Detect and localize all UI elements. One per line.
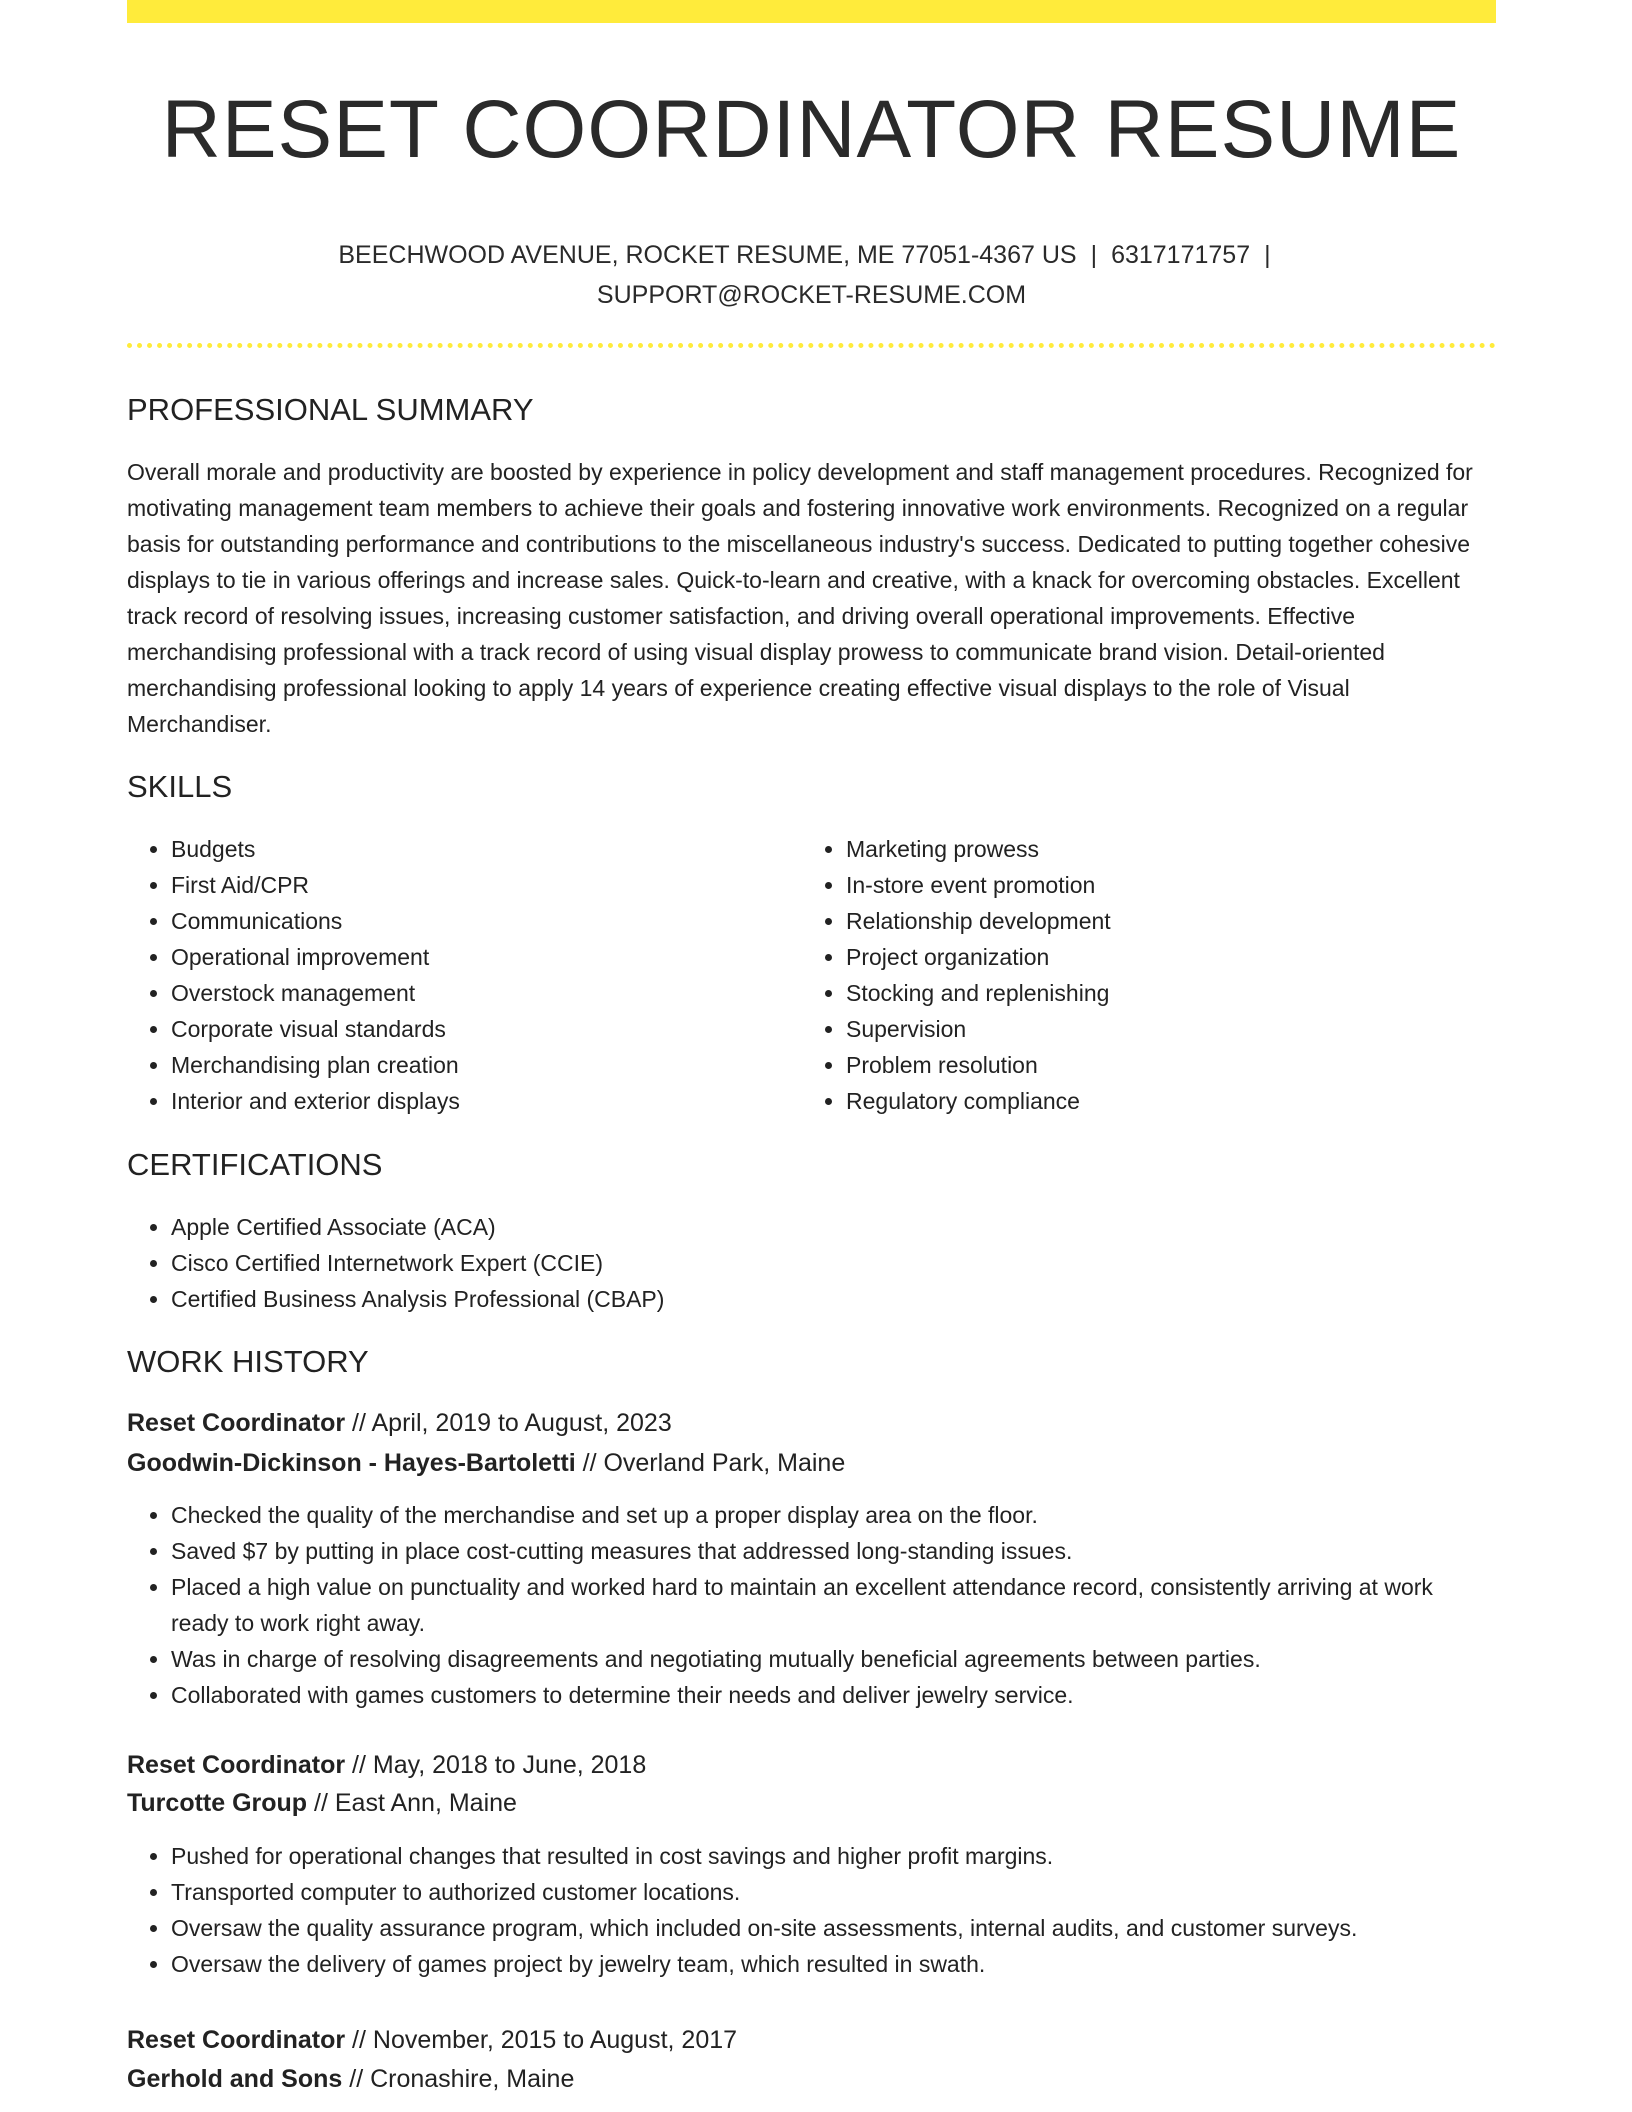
job-company: Gerhold and Sons <box>127 2065 343 2093</box>
certifications-list <box>127 1209 664 1317</box>
skill-item: • Overstock management <box>171 975 767 1011</box>
top-accent-bar <box>127 0 1496 23</box>
skill-item: • Budgets <box>171 831 767 867</box>
job-duty-item: • Transported computer to authorized customer locations. <box>171 1874 1496 1910</box>
certification-item: • Apple Certified Associate (ACA) <box>171 1209 664 1245</box>
contact-separator: | <box>1264 241 1271 269</box>
job-company: Turcotte Group <box>127 1789 308 1817</box>
job-duties-list <box>127 1838 1496 1982</box>
job-duty-item: • Checked the quality of the merchandise and set up a proper display area on the floor. <box>171 1497 1496 1533</box>
work-history-heading: WORK HISTORY <box>127 1344 369 1379</box>
job-title: Reset Coordinator <box>127 1409 346 1437</box>
skills-column-left <box>127 831 767 1119</box>
job-company: Goodwin-Dickinson - Hayes-Bartoletti <box>127 1449 576 1477</box>
job-company-line <box>127 1444 845 1482</box>
skill-item: • Stocking and replenishing <box>846 975 1442 1011</box>
skills-heading: SKILLS <box>127 769 233 804</box>
job-location: // Cronashire, Maine <box>349 2065 575 2093</box>
summary-heading: PROFESSIONAL SUMMARY <box>127 392 534 427</box>
skill-item: • Project organization <box>846 939 1442 975</box>
job-duty-item: • Oversaw the delivery of games project by jewelry team, which resulted in swath. <box>171 1946 1496 1982</box>
job-duties-list <box>127 1497 1496 1713</box>
skills-list-right <box>802 831 1442 1119</box>
job-dates: // November, 2015 to August, 2017 <box>352 2026 738 2054</box>
skills-column-right <box>802 831 1442 1119</box>
skill-item: • Corporate visual standards <box>171 1011 767 1047</box>
contact-email: SUPPORT@ROCKET-RESUME.COM <box>596 281 1027 309</box>
summary-text: Overall morale and productivity are boosted by experience in policy development and staff management procedures. Recognized for motivating management team members to achieve their goals and fostering innovative work environments. Recognized on a regular basis for outstanding performance and contributions to the miscellaneous industry's success. Dedicated to putting together cohesive displays to tie in various offerings and increase sales. Quick-to-learn and creative, with a knack for overcoming obstacles. Excellent track record of resolving issues, increasing customer satisfaction, and driving overall operational improvements. Effective merchandising professional with a track record of using visual display prowess to communicate brand vision. Detail-oriented merchandising professional looking to apply 14 years of experience creating effective visual displays to the role of Visual Merchandiser. <box>127 459 1473 737</box>
job-title-line <box>127 1746 646 1784</box>
job-location: // East Ann, Maine <box>314 1789 517 1817</box>
skill-item: • First Aid/CPR <box>171 867 767 903</box>
job-duty-item: • Collaborated with games customers to determine their needs and deliver jewelry service. <box>171 1677 1496 1713</box>
skill-item: • Problem resolution <box>846 1047 1442 1083</box>
contact-phone: 6317171757 <box>1111 241 1251 269</box>
resume-title: RESET COORDINATOR RESUME <box>161 84 1462 175</box>
contact-info <box>127 235 1496 315</box>
skill-item: • Operational improvement <box>171 939 767 975</box>
skill-item: • Supervision <box>846 1011 1442 1047</box>
job-title: Reset Coordinator <box>127 1751 346 1779</box>
job-duty-item: • Saved $7 by putting in place cost-cutting measures that addressed long-standing issues. <box>171 1533 1496 1569</box>
skill-item: • Marketing prowess <box>846 831 1442 867</box>
job-company-line <box>127 1784 517 1822</box>
contact-separator: | <box>1090 241 1098 269</box>
job-title: Reset Coordinator <box>127 2026 346 2054</box>
skill-item: • Regulatory compliance <box>846 1083 1442 1119</box>
certifications-block <box>127 1209 664 1317</box>
job-dates: // April, 2019 to August, 2023 <box>352 1409 672 1437</box>
job-duty-item: • Was in charge of resolving disagreements and negotiating mutually beneficial agreements between parties. <box>171 1641 1496 1677</box>
job-duty-item: • Placed a high value on punctuality and worked hard to maintain an excellent attendance record, consistently arriving at work ready to work right away. <box>171 1569 1496 1641</box>
job-duties <box>127 1497 1496 1713</box>
skill-item: • In-store event promotion <box>846 867 1442 903</box>
job-dates: // May, 2018 to June, 2018 <box>352 1751 647 1779</box>
skill-item: • Communications <box>171 903 767 939</box>
job-location: // Overland Park, Maine <box>582 1449 846 1477</box>
dotted-divider <box>127 343 1496 348</box>
skill-item: • Relationship development <box>846 903 1442 939</box>
certification-item: • Certified Business Analysis Professional (CBAP) <box>171 1281 664 1317</box>
skill-item: • Interior and exterior displays <box>171 1083 767 1119</box>
certification-item: • Cisco Certified Internetwork Expert (CCIE) <box>171 1245 664 1281</box>
job-title-line <box>127 2021 737 2059</box>
certifications-heading: CERTIFICATIONS <box>127 1147 383 1182</box>
job-duty-item: • Pushed for operational changes that resulted in cost savings and higher profit margins. <box>171 1838 1496 1874</box>
job-company-line <box>127 2060 574 2098</box>
skills-list-left <box>127 831 767 1119</box>
job-duty-item: • Oversaw the quality assurance program, which included on-site assessments, internal audits, and customer surveys. <box>171 1910 1496 1946</box>
job-title-line <box>127 1404 672 1442</box>
job-duties <box>127 1838 1496 1982</box>
contact-address: BEECHWOOD AVENUE, ROCKET RESUME, ME 77051-4367 US <box>338 241 1077 269</box>
skill-item: • Merchandising plan creation <box>171 1047 767 1083</box>
